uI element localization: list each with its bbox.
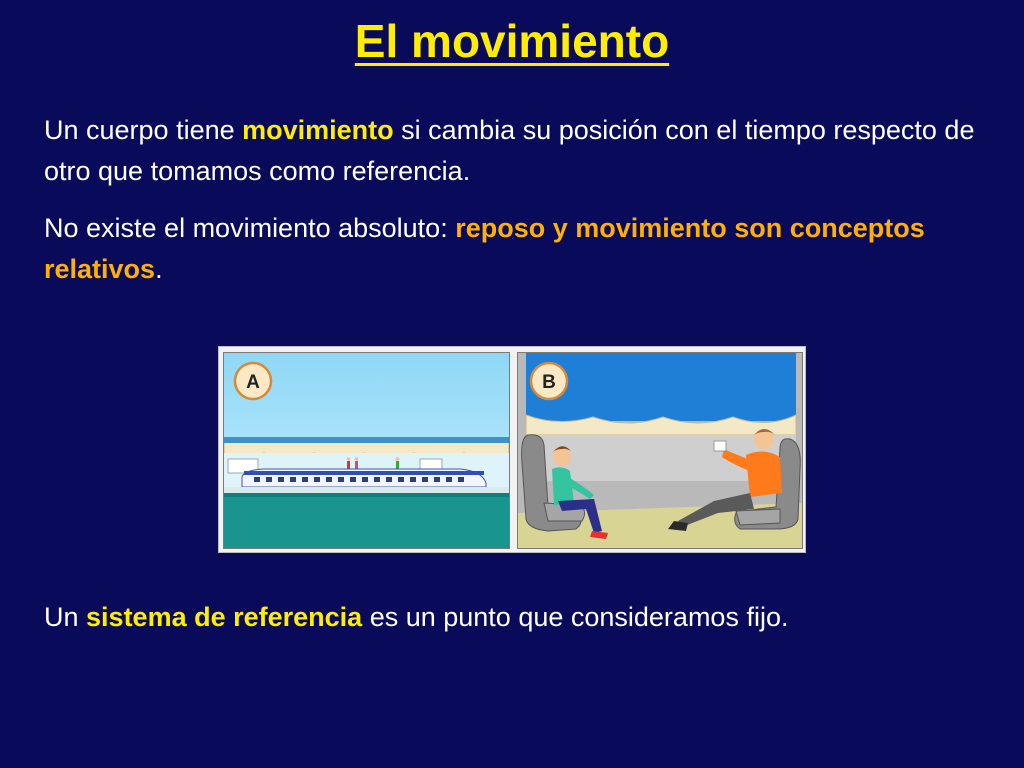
p1-text-before: Un cuerpo tiene <box>44 115 243 145</box>
badge-a-label: A <box>246 372 260 393</box>
p3-text-before: Un <box>44 602 87 632</box>
panel-a-train-station <box>223 352 510 549</box>
relativity-paragraph <box>44 208 984 290</box>
p3-highlight: sistema de referencia <box>86 602 363 632</box>
reference-system-paragraph <box>44 597 984 638</box>
p3-text-after: es un punto que consideramos fijo. <box>362 602 789 632</box>
illustration-figure <box>218 346 806 553</box>
p2-highlight: reposo y movimiento son conceptos relativos <box>44 213 925 284</box>
p1-text-after: si cambia su posición con el tiempo respecto de otro que tomamos como referencia. <box>44 115 975 186</box>
slide-title: El movimiento <box>354 15 670 67</box>
p2-text-before: No existe el movimiento absoluto: <box>44 213 456 243</box>
badge-b-label: B <box>542 372 556 393</box>
definition-paragraph <box>44 110 984 192</box>
train-interior-illustration <box>518 353 802 548</box>
p2-text-after: . <box>155 254 163 284</box>
p1-highlight: movimiento <box>242 115 394 145</box>
panel-b-train-interior <box>517 352 803 549</box>
train-station-illustration <box>224 353 509 548</box>
